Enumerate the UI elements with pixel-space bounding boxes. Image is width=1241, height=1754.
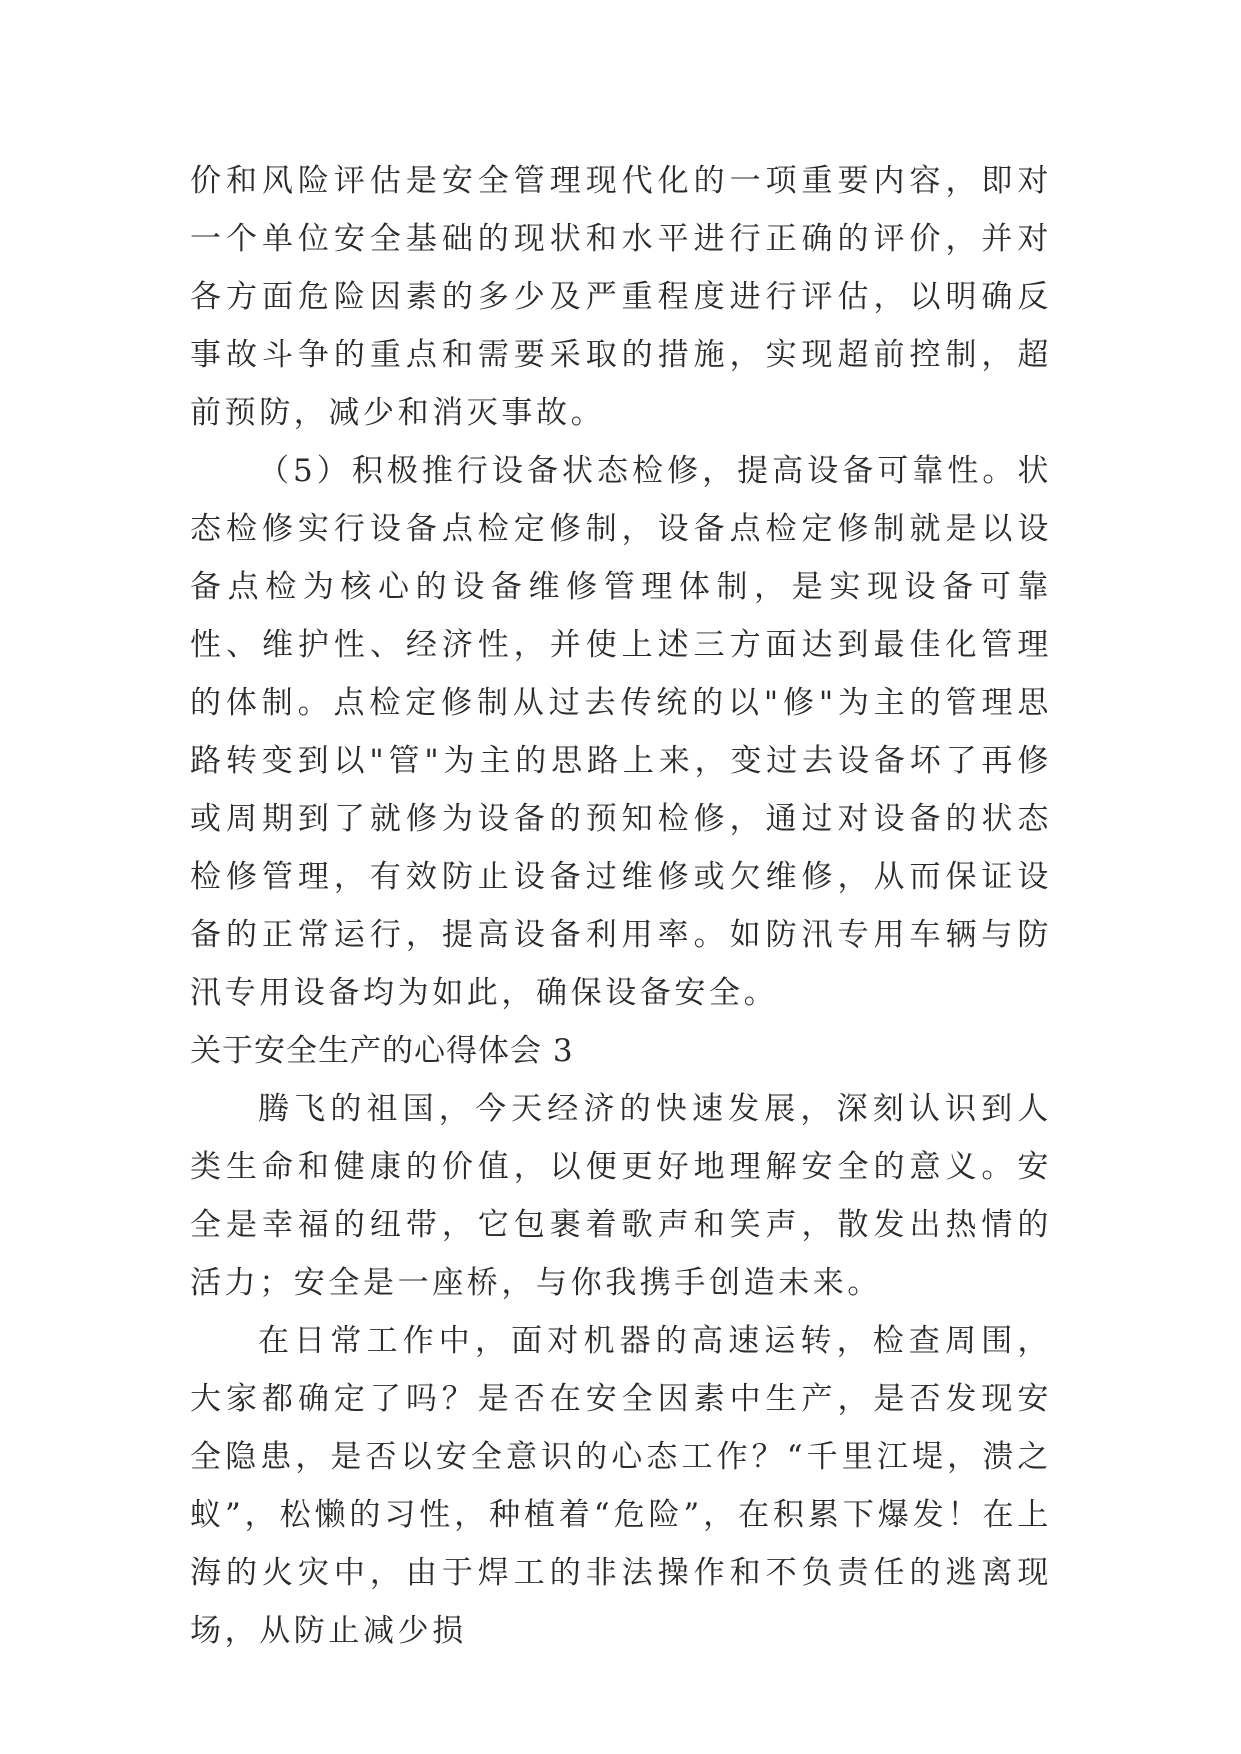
section-title: 关于安全生产的心得体会 3 [190, 1033, 574, 1069]
paragraph-daily-work: 在日常工作中，面对机器的高速运转，检查周围，大家都确定了吗？是否在安全因素中生产，是否发现安全隐患，是否以安全意识的心态工作？“千里江堤，溃之蚁”，松懒的习性，种植着“危险”，在积累下爆发！在上海的火灾中，由于焊工的非法操作和不负责任的逃离现场，从防止减少损 [190, 1323, 1052, 1649]
paragraph-risk-assessment: 价和风险评估是安全管理现代化的一项重要内容，即对一个单位安全基础的现状和水平进行正确的评价，并对各方面危险因素的多少及严重程度进行评估，以明确反事故斗争的重点和需要采取的措施，实现超前控制，超前预防，减少和消灭事故。 [190, 163, 1052, 431]
document-body [190, 152, 1052, 1660]
paragraph-safety-meaning: 腾飞的祖国，今天经济的快速发展，深刻认识到人类生命和健康的价值，以便更好地理解安全的意义。安全是幸福的纽带，它包裹着歌声和笑声，散发出热情的活力；安全是一座桥，与你我携手创造未来。 [190, 1091, 1052, 1301]
paragraph-condition-maintenance: （5）积极推行设备状态检修，提高设备可靠性。状态检修实行设备点检定修制，设备点检定修制就是以设备点检为核心的设备维修管理体制，是实现设备可靠性、维护性、经济性，并使上述三方面达到最佳化管理的体制。点检定修制从过去传统的以"修"为主的管理思路转变到以"管"为主的思路上来，变过去设备坏了再修或周期到了就修为设备的预知检修，通过对设备的状态检修管理，有效防止设备过维修或欠维修，从而保证设备的正常运行，提高设备利用率。如防汛专用车辆与防汛专用设备均为如此，确保设备安全。 [190, 453, 1052, 1011]
